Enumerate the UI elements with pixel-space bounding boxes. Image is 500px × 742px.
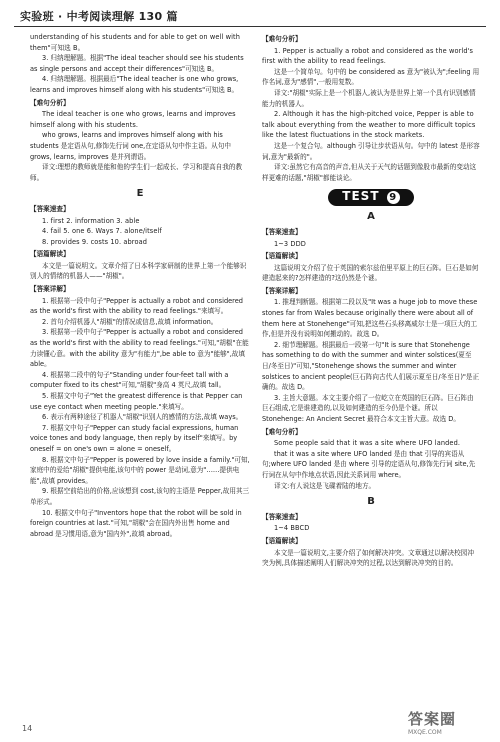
test-number: 9 (387, 191, 400, 204)
section-heading-a: A (367, 211, 375, 223)
paragraph: that it was a site where UFO landed 是由 that 引导的宾语从句;where UFO landed 是由 where 引导的定语从句,修饰先行词 site,先行词在从句中作地点状语,因此关系词用 where。 (262, 449, 476, 479)
paragraph: understanding of his students and for able to get on well with them"可知选 B。 (30, 33, 240, 52)
paragraph: who grows, learns and improves himself along with his students 是定语从句,修饰先行词 one,在定语从句中作主语。从句中 grows, learns, improves 是并列谓语。 (30, 131, 231, 161)
paragraph: 8. 根据文中句子"Pepper is powered by love inside a family."可知,家庭中的爱给"胡椒"提供电能,该句中的 power 是动词,意为"……提供电能",故填 provides。 (30, 455, 250, 485)
paragraph: 本文是一篇说明文,主要介绍了如何解决冲突。文章通过以解决校园冲突为例,具体描述阐明人们解决冲突的过程,以达到解决冲突的目的。 (262, 548, 474, 568)
section-tag: 【难句分析】 (30, 98, 70, 107)
answer-line: 1. first 2. information 3. able (42, 216, 140, 225)
section-tag: 【答案详解】 (30, 285, 70, 294)
paragraph: 10. 根据文中句子"Inventors hope that the robot will be sold in foreign countries at last."可知,"胡椒"会在国内外出售 home and abroad 是习惯用语,意为"国内外",故填 abroad。 (30, 508, 242, 538)
paragraph: Some people said that it was a site where UFO landed. (274, 439, 461, 448)
watermark-text: 答案圈 (408, 710, 457, 728)
watermark-logo (408, 708, 486, 738)
paragraph: 译文:理想的教师就是能和他的学生们一起成长、学习和提高自我的教师。 (30, 163, 243, 182)
test-label: TEST (342, 189, 380, 204)
paragraph: 这篇说明文介绍了位于英国的索尔兹伯里平原上的巨石阵。巨石是如何建造起来的?怎样建造的?这仍然是个谜。 (262, 263, 479, 283)
answer-line: 8. provides 9. costs 10. abroad (42, 237, 148, 246)
paragraph: 译文:有人说这是飞碟着陆的地方。 (274, 481, 376, 490)
right-column (262, 32, 480, 569)
answer-line: 1~3 DDD (274, 239, 306, 248)
paragraph: 译文:虽然它有高音的声音,但从关于天气的话题到像股市最新的变动这样更难的话题,"胡椒"都能谈论。 (262, 163, 477, 182)
paragraph: 这是一个简单句。句中的 be considered as 意为"被认为";feeling 用作名词,意为"感情",一般用复数。 (262, 67, 480, 87)
section-heading-e: E (136, 188, 144, 200)
paragraph: 译文:"胡椒"实际上是一个机器人,被认为是世界上第一个具有识别感情能力的机器人。 (262, 88, 476, 108)
section-tag: 【答案速查】 (30, 204, 70, 213)
section-tag: 【答案速查】 (262, 227, 302, 236)
book-title: 实验班 · 中考阅读理解 130 篇 (20, 10, 178, 23)
paragraph: 3. 归纳理解题。根据"The ideal teacher should see his students as single persons and accept their differences"可知选 B。 (30, 54, 244, 73)
paragraph: 7. 根据文中句子"Pepper can study facial expressions, human voice tones and body language, then reply by itself"来填写。by oneself = on one's own = alone = oneself。 (30, 423, 239, 453)
answer-line: 4. fail 5. one 6. Ways 7. alone/itself (42, 227, 162, 236)
watermark-url: MXQE.COM (408, 729, 442, 736)
page-header (14, 4, 486, 27)
left-column (30, 32, 250, 539)
answer-line: 1~4 BBCD (274, 524, 310, 533)
paragraph: 3. 主旨大意题。本文主要介绍了一位屹立在英国的巨石阵。巨石阵由巨石组成,它是谁建造的,以及如何建造的至今仍是个谜。所以 Stonehenge: An Ancient Secret 最符合本文主旨大意。故选 D。 (262, 393, 474, 423)
paragraph: 3. 根据第一段中句子"Pepper is actually a robot and considered as the world's first with the ability to read feelings."可知,"胡椒"在能力读懂心意。with the ability 意为"有能力",be able to 意为"能够",故填 able。 (30, 328, 249, 369)
section-heading-b: B (367, 496, 375, 508)
section-tag: 【答案详解】 (262, 286, 302, 295)
test-banner (262, 189, 480, 206)
section-tag: 【难句分析】 (262, 427, 302, 436)
paragraph: The ideal teacher is one who grows, learns and improves himself along with his students. (30, 110, 236, 129)
paragraph: 1. 推理判断题。根据第二段以及"It was a huge job to move these stones far from Wales because originally there were about all of them here at Stonehenge"可知,把这些石头移离威尔士是一项巨大的工作,但是并没有说明如何搬动的。故选 D。 (262, 298, 478, 339)
section-tag: 【语篇解读】 (30, 250, 70, 259)
paragraph: 2. 首句介绍机器人"胡椒"的情况或信息,故填 information。 (42, 317, 218, 326)
page-number: 14 (22, 724, 33, 733)
paragraph: 9. 根据空前给出的价格,应该想到 cost,该句的主语是 Pepper,故用其三单形式。 (30, 487, 250, 506)
paragraph: 5. 根据文中句子"Yet the greatest difference is that Pepper can use eye contact when meeting people."来填写。 (30, 392, 243, 411)
paragraph: 这是一个复合句。although 引导让步状语从句。句中的 latest 是形容词,意为"最新的"。 (262, 141, 480, 161)
section-tag: 【答案速查】 (262, 512, 302, 521)
paragraph: 6. 表示有两种途径了机器人"胡椒"识别人的感情的方法,故填 ways。 (42, 413, 243, 422)
section-tag: 【语篇解读】 (262, 536, 302, 545)
paragraph: 2. 细节理解题。根据最后一段第一句"It is sure that Stonehenge has something to do with the summer and winter solstices(夏至日/冬至日)"可知,"Stonehenge shows the summer and winter solstices to ancient people(巨石阵向古代人们展示夏至日/冬至日)"是正确的。故选 D。 (262, 340, 480, 392)
paragraph: 4. 根据第二段中的句子"Standing under four-feet tall with a computer fixed to its chest"可知,"胡椒"身高 4 英尺,故填 tall。 (30, 370, 229, 390)
paragraph: 4. 归纳理解题。根据最后"The ideal teacher is one who grows, learns and improves himself along with his students"可知选 B。 (30, 75, 239, 94)
test-badge (328, 189, 413, 206)
paragraph: 本文是一篇说明文。文章介绍了日本科学家研制的世界上第一个能够识别人的情绪的机器人——"胡椒"。 (30, 261, 247, 281)
section-tag: 【难句分析】 (262, 35, 302, 43)
paragraph: 1. Pepper is actually a robot and considered as the world's first with the ability to read feelings. (262, 46, 474, 66)
section-tag: 【语篇解读】 (262, 252, 302, 261)
paragraph: 1. 根据第一段中句子"Pepper is actually a robot and considered as the world's first with the ability to read feelings."来填写。 (30, 296, 243, 316)
paragraph: 2. Although it has the high-pitched voice, Pepper is able to talk about everything from the weather to more difficult topics like the latest fluctuations in the stock markets. (262, 110, 476, 140)
